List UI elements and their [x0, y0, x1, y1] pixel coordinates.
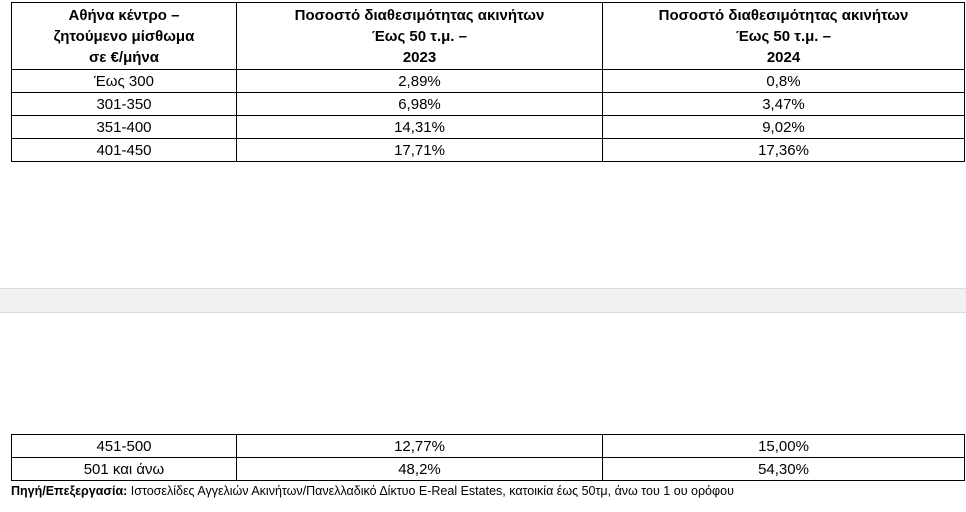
cell-2024: 54,30% — [603, 458, 965, 481]
cell-2023: 6,98% — [237, 93, 603, 116]
table-row — [12, 458, 965, 481]
table-row — [12, 116, 965, 139]
header-line: 2023 — [402, 48, 437, 66]
cell-range: 301-350 — [12, 93, 237, 116]
cell-range: 401-450 — [12, 139, 237, 162]
table-row — [12, 435, 965, 458]
cell-2024: 9,02% — [603, 116, 965, 139]
source-note — [11, 484, 734, 498]
table-header-row — [12, 3, 965, 70]
rent-availability-table-top — [11, 2, 965, 162]
cell-2023: 12,77% — [237, 435, 603, 458]
source-label: Πηγή/Επεξεργασία: — [11, 484, 128, 498]
cell-2024: 3,47% — [603, 93, 965, 116]
rent-availability-table-bottom — [11, 434, 965, 481]
cell-range: 451-500 — [12, 435, 237, 458]
header-availability-2023 — [237, 3, 603, 70]
header-line: Έως 50 τ.μ. – — [735, 27, 831, 45]
table-row — [12, 70, 965, 93]
header-line: Ποσοστό διαθεσιμότητας ακινήτων — [294, 6, 545, 24]
cell-range: Έως 300 — [12, 70, 237, 93]
page-break-gap — [0, 288, 966, 313]
header-line: σε €/μήνα — [89, 48, 159, 66]
cell-2023: 17,71% — [237, 139, 603, 162]
table-row — [12, 139, 965, 162]
header-availability-2024 — [603, 3, 965, 70]
cell-2023: 48,2% — [237, 458, 603, 481]
cell-2024: 0,8% — [603, 70, 965, 93]
header-line: Έως 50 τ.μ. – — [371, 27, 467, 45]
source-text: Ιστοσελίδες Αγγελιών Ακινήτων/Πανελλαδικό Δίκτυο E-Real Estates, κατοικία έως 50τμ, άνω του 1 ου ορόφου — [127, 484, 734, 498]
cell-2023: 14,31% — [237, 116, 603, 139]
cell-2024: 17,36% — [603, 139, 965, 162]
cell-2023: 2,89% — [237, 70, 603, 93]
cell-2024: 15,00% — [603, 435, 965, 458]
header-line: 2024 — [766, 48, 801, 66]
header-line: Αθήνα κέντρο – — [68, 6, 180, 24]
cell-range: 351-400 — [12, 116, 237, 139]
header-rent-range — [12, 3, 237, 70]
header-line: Ποσοστό διαθεσιμότητας ακινήτων — [658, 6, 909, 24]
header-line: ζητούμενο μίσθωμα — [53, 27, 195, 45]
table-row — [12, 93, 965, 116]
cell-range: 501 και άνω — [12, 458, 237, 481]
